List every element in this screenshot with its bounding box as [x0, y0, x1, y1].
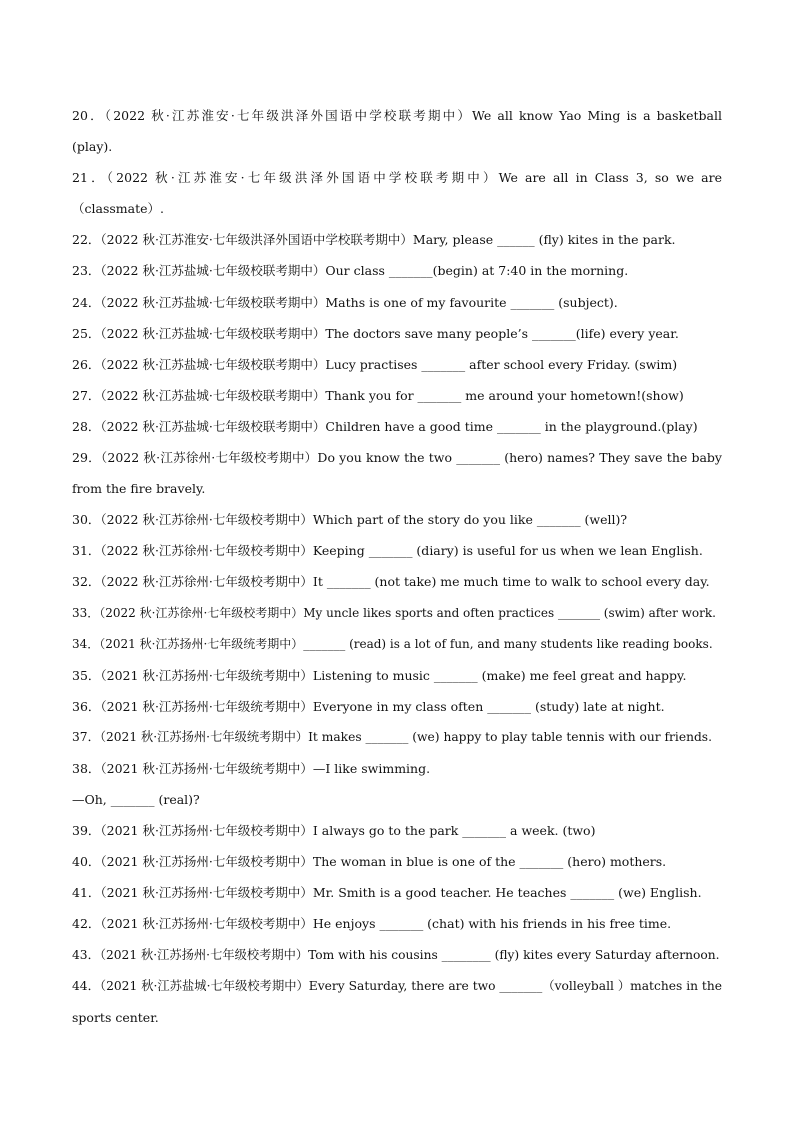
question-43: 43．（2021 秋·江苏扬州·七年级校考期中）Tom with his cousins ________ (fly) kites every Saturday afternoon. [72, 947, 720, 962]
question-44-cont: sports center. [72, 1009, 159, 1025]
question-41: 41．（2021 秋·江苏扬州·七年级校考期中）Mr. Smith is a good teacher. He teaches _______ (we) English. [72, 885, 702, 901]
question-33: 33．（2022 秋·江苏徐州·七年级校考期中）My uncle likes sports and often practices _______ (swim) after work. [72, 605, 716, 620]
question-44: 44．（2021 秋·江苏盐城·七年级校考期中）Every Saturday, there are two _______（volleyball ）matches in the [72, 978, 722, 993]
question-23: 23．（2022 秋·江苏盐城·七年级校联考期中）Our class _______(begin) at 7:40 in the morning. [72, 263, 629, 279]
question-36: 36．（2021 秋·江苏扬州·七年级统考期中）Everyone in my class often _______ (study) late at night. [72, 698, 665, 714]
question-24: 24．（2022 秋·江苏盐城·七年级校联考期中）Maths is one of my favourite _______ (subject). [72, 294, 618, 310]
question-22: 22．（2022 秋·江苏淮安·七年级洪泽外国语中学校联考期中）Mary, please ______ (fly) kites in the park. [72, 232, 676, 248]
question-39: 39．（2021 秋·江苏扬州·七年级校考期中）I always go to the park _______ a week. (two) [72, 823, 596, 839]
question-29-cont: from the fire bravely. [72, 481, 206, 497]
question-38: 38．（2021 秋·江苏扬州·七年级统考期中）—I like swimming. [72, 760, 431, 776]
question-25: 25．（2022 秋·江苏盐城·七年级校联考期中）The doctors save many people’s _______(life) every year. [72, 325, 679, 341]
question-29: 29．（2022 秋·江苏徐州·七年级校考期中）Do you know the two _______ (hero) names? They save the baby [72, 450, 722, 466]
question-26: 26．（2022 秋·江苏盐城·七年级校联考期中）Lucy practises _______ after school every Friday. (swim) [72, 356, 678, 372]
question-list [72, 100, 722, 1033]
question-40: 40．（2021 秋·江苏扬州·七年级校考期中）The woman in blue is one of the _______ (hero) mothers. [72, 854, 667, 870]
question-32: 32．（2022 秋·江苏徐州·七年级校考期中）It _______ (not take) me much time to walk to school every day. [72, 574, 710, 590]
question-30: 30．（2022 秋·江苏徐州·七年级校考期中）Which part of the story do you like _______ (well)? [72, 512, 628, 528]
question-21-cont: （classmate）. [72, 201, 164, 217]
question-20: 20．（2022 秋·江苏淮安·七年级洪泽外国语中学校联考期中）We all know Yao Ming is a basketball [72, 108, 722, 123]
question-37: 37．（2021 秋·江苏扬州·七年级统考期中）It makes _______ (we) happy to play table tennis with our friends. [72, 729, 712, 744]
question-27: 27．（2022 秋·江苏盐城·七年级校联考期中）Thank you for _______ me around your hometown!(show) [72, 387, 684, 403]
question-35: 35．（2021 秋·江苏扬州·七年级统考期中）Listening to music _______ (make) me feel great and happy. [72, 667, 687, 683]
question-34: 34．（2021 秋·江苏扬州·七年级统考期中）_______ (read) is a lot of fun, and many students like reading books. [72, 636, 713, 651]
question-21: 21．（2022 秋·江苏淮安·七年级洪泽外国语中学校联考期中）We are all in Class 3, so we are [72, 170, 722, 186]
question-38-cont: —Oh, _______ (real)? [72, 792, 200, 808]
question-28: 28．（2022 秋·江苏盐城·七年级校联考期中）Children have a good time _______ in the playground.(play) [72, 418, 698, 434]
question-42: 42．（2021 秋·江苏扬州·七年级校考期中）He enjoys _______ (chat) with his friends in his free time. [72, 916, 672, 932]
question-31: 31．（2022 秋·江苏徐州·七年级校考期中）Keeping _______ (diary) is useful for us when we lean English. [72, 543, 703, 559]
question-20-cont: (play). [72, 139, 113, 155]
